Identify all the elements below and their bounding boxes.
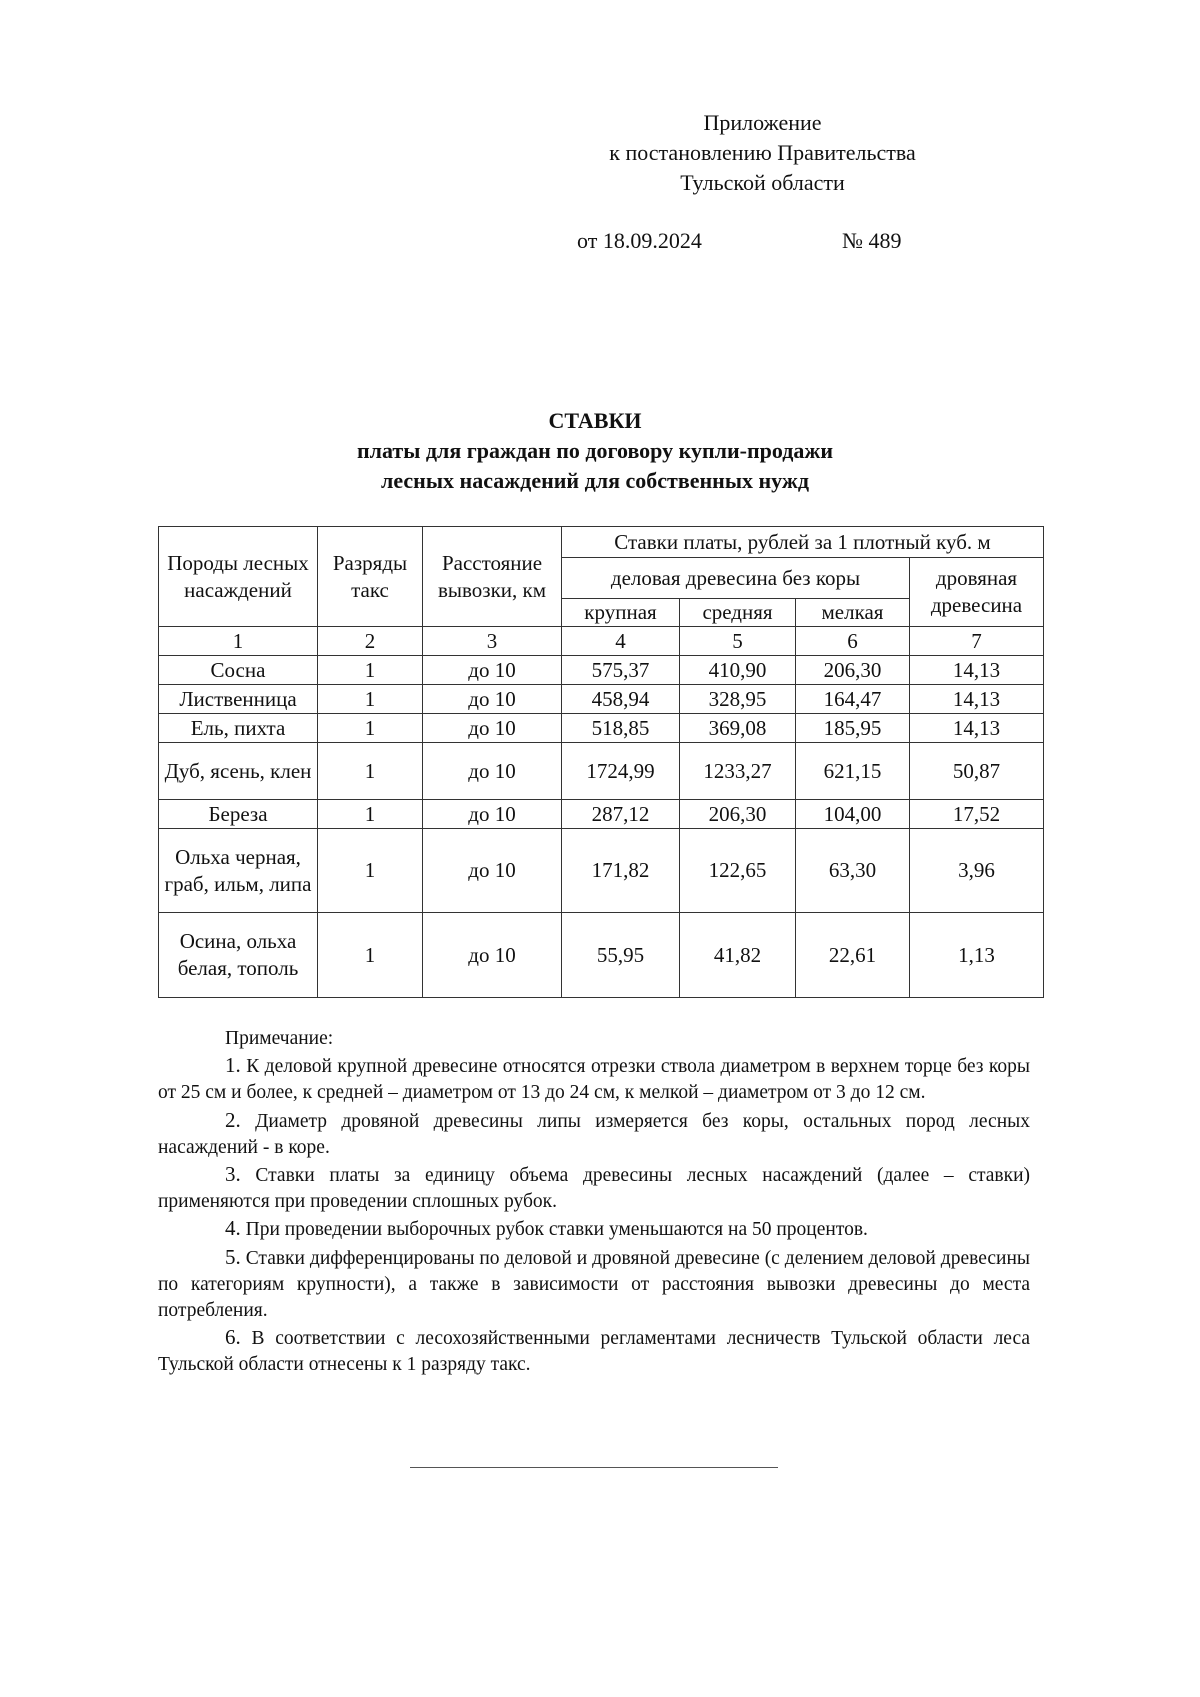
title-line-1: СТАВКИ <box>548 408 642 433</box>
note-number: 3. <box>225 1162 241 1187</box>
note-number: 1. <box>225 1053 241 1078</box>
table-cell: 1233,27 <box>680 743 796 800</box>
header-large: крупная <box>562 599 680 627</box>
table-cell: до 10 <box>423 685 562 714</box>
table-cell: 14,13 <box>910 685 1044 714</box>
table-cell: 1 <box>318 685 423 714</box>
table-cell: 1 <box>318 714 423 743</box>
table-cell: 206,30 <box>796 656 910 685</box>
table-cell: 104,00 <box>796 800 910 829</box>
end-divider <box>410 1467 778 1468</box>
table-cell: Ель, пихта <box>159 714 318 743</box>
note-text: При проведении выборочных рубок ставки уменьшаются на 50 процентов. <box>245 1219 868 1241</box>
appendix-label: Приложение <box>703 110 822 135</box>
header-business-wood: деловая древесина без коры <box>562 558 910 599</box>
table-cell: 287,12 <box>562 800 680 829</box>
header-medium: средняя <box>680 599 796 627</box>
table-cell: 185,95 <box>796 714 910 743</box>
note-item <box>158 1052 1030 1106</box>
table-cell: 22,61 <box>796 913 910 998</box>
table-cell: 369,08 <box>680 714 796 743</box>
table-row <box>159 714 1044 743</box>
note-number: 2. <box>225 1107 241 1132</box>
header-species: Породы лесных насаждений <box>159 527 318 627</box>
table-cell: 63,30 <box>796 829 910 913</box>
table-row <box>159 800 1044 829</box>
table-row <box>159 829 1044 913</box>
appendix-ref: к постановлению Правительства <box>609 140 916 165</box>
col-num: 3 <box>423 627 562 656</box>
note-item <box>158 1161 1030 1215</box>
note-item <box>158 1215 1030 1243</box>
table-cell: 410,90 <box>680 656 796 685</box>
table-cell: до 10 <box>423 800 562 829</box>
rates-table <box>158 526 1044 998</box>
note-number: 5. <box>225 1244 241 1269</box>
table-cell: до 10 <box>423 743 562 800</box>
table-cell: Дуб, ясень, клен <box>159 743 318 800</box>
table-cell: 1724,99 <box>562 743 680 800</box>
table-cell: 164,47 <box>796 685 910 714</box>
table-cell: 55,95 <box>562 913 680 998</box>
col-num: 2 <box>318 627 423 656</box>
table-cell: Сосна <box>159 656 318 685</box>
table-cell: 575,37 <box>562 656 680 685</box>
table-cell: Ольха черная, граб, ильм, липа <box>159 829 318 913</box>
table-cell: 1 <box>318 800 423 829</box>
note-text: Ставки дифференцированы по деловой и дровяной древесине (с делением деловой древесины по категориям крупности), а также в зависимости от расстояния вывозки древесины до места потребления. <box>158 1247 1030 1322</box>
table-cell: 17,52 <box>910 800 1044 829</box>
table-cell: 518,85 <box>562 714 680 743</box>
table-cell: 1 <box>318 656 423 685</box>
col-num: 5 <box>680 627 796 656</box>
table-cell: 122,65 <box>680 829 796 913</box>
document-number: № 489 <box>842 228 902 253</box>
note-item <box>158 1324 1030 1378</box>
title-line-3: лесных насаждений для собственных нужд <box>381 468 809 493</box>
table-cell: до 10 <box>423 829 562 913</box>
column-number-row <box>159 627 1044 656</box>
col-num: 6 <box>796 627 910 656</box>
table-row <box>159 913 1044 998</box>
col-num: 7 <box>910 627 1044 656</box>
header-rates: Ставки платы, рублей за 1 плотный куб. м <box>562 527 1044 558</box>
table-cell: 1 <box>318 743 423 800</box>
col-num: 4 <box>562 627 680 656</box>
notes <box>158 1026 1030 1379</box>
header-distance: Расстояние вывозки, км <box>423 527 562 627</box>
table-cell: 14,13 <box>910 656 1044 685</box>
table-row <box>159 685 1044 714</box>
note-text: В соответствии с лесохозяйственными регламентами лесничеств Тульской области леса Тульской области отнесены к 1 разряду такс. <box>158 1328 1030 1376</box>
note-number: 4. <box>225 1216 241 1241</box>
appendix-region: Тульской области <box>680 170 845 195</box>
table-cell: Лиственница <box>159 685 318 714</box>
table-cell: 206,30 <box>680 800 796 829</box>
table-cell: 3,96 <box>910 829 1044 913</box>
col-num: 1 <box>159 627 318 656</box>
table-cell: 458,94 <box>562 685 680 714</box>
note-text: Диаметр дровяной древесины липы измеряется без коры, остальных пород лесных насаждений - в коре. <box>158 1110 1030 1158</box>
table-cell: Береза <box>159 800 318 829</box>
table-row <box>159 743 1044 800</box>
table-cell: 41,82 <box>680 913 796 998</box>
note-item <box>158 1244 1030 1325</box>
table-cell: 1 <box>318 913 423 998</box>
table-cell: 171,82 <box>562 829 680 913</box>
table-cell: 50,87 <box>910 743 1044 800</box>
table-row <box>159 656 1044 685</box>
table-cell: 621,15 <box>796 743 910 800</box>
table-cell: 1,13 <box>910 913 1044 998</box>
document-title <box>0 406 1190 496</box>
note-text: К деловой крупной древесине относятся отрезки ствола диаметром в верхнем торце без коры от 25 см и более, к средней – диаметром от 13 до 24 см, к мелкой – диаметром от 3 до 12 см. <box>158 1056 1031 1104</box>
table-cell: 1 <box>318 829 423 913</box>
table-cell: 14,13 <box>910 714 1044 743</box>
table-cell: до 10 <box>423 913 562 998</box>
note-text: Ставки платы за единицу объема древесины лесных насаждений (далее – ставки) применяются при проведении сплошных рубок. <box>158 1165 1030 1213</box>
table-cell: Осина, ольха белая, тополь <box>159 913 318 998</box>
table-cell: до 10 <box>423 656 562 685</box>
header-fuel-wood: дровяная древесина <box>910 558 1044 627</box>
note-item <box>158 1107 1030 1161</box>
document-date: от 18.09.2024 <box>577 228 702 253</box>
notes-heading: Примечание: <box>225 1028 334 1049</box>
title-line-2: платы для граждан по договору купли-продажи <box>356 438 834 463</box>
header-small: мелкая <box>796 599 910 627</box>
table-cell: до 10 <box>423 714 562 743</box>
table-cell: 328,95 <box>680 685 796 714</box>
header-grade: Разряды такс <box>318 527 423 627</box>
note-number: 6. <box>225 1325 241 1350</box>
